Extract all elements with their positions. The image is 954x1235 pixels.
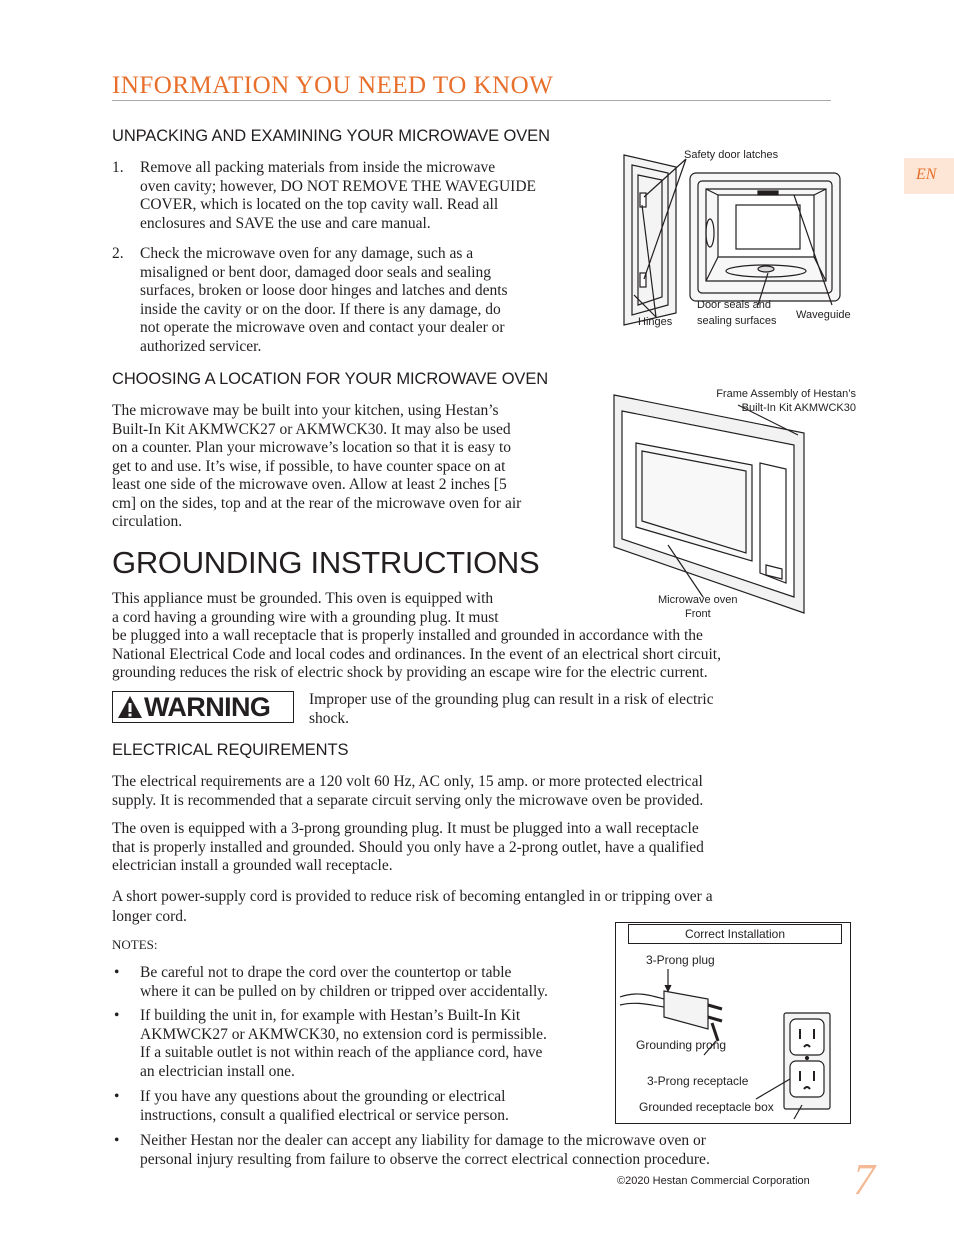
language-tab[interactable] <box>904 158 954 194</box>
grounding-paragraph <box>112 590 832 683</box>
paragraph-line: circulation. <box>112 513 183 530</box>
list-line: Remove all packing materials from inside the microwave <box>140 159 496 176</box>
label-frame-2: Built-In Kit AKMWCK30 <box>741 402 856 414</box>
paragraph-line: supply. It is recommended that a separate circuit serving only the microwave oven be provided. <box>112 791 704 809</box>
label-safety-latches: Safety door latches <box>684 149 779 161</box>
label-receptacle: 3-Prong receptacle <box>647 1074 749 1088</box>
list-line: not operate the microwave oven and contact your dealer or <box>140 319 505 336</box>
label-receptacle-box: Grounded receptacle box <box>639 1100 774 1114</box>
language-tab-label: EN <box>916 166 937 183</box>
label-front-2: Front <box>685 608 711 620</box>
label-front-1: Microwave oven <box>658 594 738 606</box>
open-microwave-figure <box>618 145 868 335</box>
paragraph-line: This appliance must be grounded. This oven is equipped with <box>112 590 494 607</box>
list-line: COVER, which is located on the top cavity wall. Read all <box>140 196 499 213</box>
list-line: where it can be pulled on by children or tripped over accidentally. <box>140 982 548 1000</box>
label-plug: 3-Prong plug <box>646 953 715 967</box>
electrical-paragraph-2 <box>112 820 832 876</box>
warning-label <box>112 691 294 723</box>
paragraph-line: shock. <box>309 709 350 727</box>
notes-label: NOTES: <box>112 937 158 952</box>
list-line: If a suitable outlet is not within reach of the appliance cord, have <box>140 1044 543 1061</box>
plug-receptacle-drawing <box>616 945 850 1123</box>
title-divider <box>112 100 831 101</box>
bullet-icon: • <box>114 964 120 981</box>
list-line: misaligned or bent door, damaged door seals and sealing <box>140 263 492 281</box>
paragraph-line: A short power-supply cord is provided to reduce risk of becoming entangled in or tripping over a <box>112 888 713 905</box>
label-waveguide: Waveguide <box>796 309 851 321</box>
list-number: 1. <box>112 159 124 176</box>
paragraph-line: a cord having a grounding wire with a grounding plug. It must <box>112 608 499 626</box>
warning-triangle-icon <box>117 695 143 719</box>
page-title: INFORMATION YOU NEED TO KNOW <box>112 72 554 99</box>
built-in-frame-figure <box>608 385 868 625</box>
paragraph-line: The electrical requirements are a 120 volt 60 Hz, AC only, 15 amp. or more protected electrical <box>112 773 703 790</box>
grounding-heading: GROUNDING INSTRUCTIONS <box>112 545 540 580</box>
installation-figure <box>615 922 851 1124</box>
list-line: oven cavity; however, DO NOT REMOVE THE WAVEGUIDE <box>140 177 537 195</box>
warning-message <box>309 691 714 728</box>
paragraph-line: be plugged into a wall receptacle that is properly installed and grounded in accordance with the <box>112 627 703 644</box>
list-line: If you have any questions about the grounding or electrical <box>140 1088 506 1105</box>
copyright: ©2020 Hestan Commercial Corporation <box>617 1175 810 1187</box>
built-in-frame-drawing <box>608 385 868 625</box>
list-item <box>112 245 592 360</box>
paragraph-line: National Electrical Code and local codes and ordinances. In the event of an electrical short circuit, <box>112 645 721 663</box>
label-hinges: Hinges <box>638 316 673 328</box>
list-line: AKMWCK27 or AKMWCK30, no extension cord is permissible. <box>140 1025 547 1043</box>
list-line: Neither Hestan nor the dealer can accept any liability for damage to the microwave oven or <box>140 1132 706 1149</box>
label-frame-1: Frame Assembly of Hestan’s <box>716 388 856 400</box>
page-number: 7 <box>853 1155 875 1204</box>
paragraph-line: Built-In Kit AKMWCK27 or AKMWCK30. It may also be used <box>112 420 511 438</box>
unpacking-list <box>112 159 592 360</box>
paragraph-line: electrician install a grounded wall receptacle. <box>112 857 393 874</box>
list-line: surfaces, broken or loose door hinges and latches and dents <box>140 282 508 299</box>
paragraph-line: least one side of the microwave oven. Allow at least 2 inches [5 <box>112 476 507 493</box>
bullet-icon: • <box>114 1088 120 1105</box>
electrical-paragraph-1 <box>112 773 832 810</box>
list-line: Be careful not to drape the cord over the countertop or table <box>140 964 512 981</box>
location-paragraph <box>112 402 602 532</box>
paragraph-line: Improper use of the grounding plug can result in a risk of electric <box>309 691 714 708</box>
list-item <box>112 159 592 239</box>
label-door-seals-1: Door seals and <box>697 299 771 311</box>
list-line: an electrician install one. <box>140 1062 295 1080</box>
list-line: instructions, consult a qualified electrical or service person. <box>140 1106 509 1124</box>
label-grounding-prong: Grounding prong <box>636 1038 727 1052</box>
unpacking-heading: UNPACKING AND EXAMINING YOUR MICROWAVE OVEN <box>112 127 550 145</box>
list-line: enclosures and SAVE the use and care manual. <box>140 214 431 232</box>
list-item <box>112 1132 832 1170</box>
warning-text: WARNING <box>144 692 271 722</box>
bullet-icon: • <box>114 1007 120 1024</box>
paragraph-line: that is properly installed and grounded. Should you only have a 2-prong outlet, have a qualified <box>112 838 704 856</box>
installation-title: Correct Installation <box>628 924 842 944</box>
electrical-paragraph-3 <box>112 887 832 927</box>
paragraph-line: The microwave may be built into your kitchen, using Hestan’s <box>112 402 499 419</box>
paragraph-line: cm] on the sides, top and at the rear of the microwave oven for air <box>112 494 522 512</box>
paragraph-line: The oven is equipped with a 3-prong grounding plug. It must be plugged into a wall receptacle <box>112 820 699 837</box>
paragraph-line: grounding reduces the risk of electric shock by providing an escape wire for the electric current. <box>112 664 708 681</box>
list-number: 2. <box>112 245 124 262</box>
paragraph-line: on a counter. Plan your microwave’s location so that it is easy to <box>112 439 512 456</box>
location-heading: CHOOSING A LOCATION FOR YOUR MICROWAVE OVEN <box>112 370 549 388</box>
list-line: If building the unit in, for example with Hestan’s Built-In Kit <box>140 1007 521 1024</box>
list-line: authorized servicer. <box>140 337 262 355</box>
list-line: inside the cavity or on the door. If there is any damage, do <box>140 300 501 318</box>
electrical-heading: ELECTRICAL REQUIREMENTS <box>112 741 349 759</box>
paragraph-line: longer cord. <box>112 908 187 925</box>
label-door-seals-2: sealing surfaces <box>697 315 777 327</box>
paragraph-line: get to and use. It’s wise, if possible, to have counter space on at <box>112 457 506 475</box>
bullet-icon: • <box>114 1132 120 1149</box>
list-line: personal injury resulting from failure to observe the correct electrical connection procedure. <box>140 1150 710 1168</box>
list-line: Check the microwave oven for any damage, such as a <box>140 245 474 262</box>
